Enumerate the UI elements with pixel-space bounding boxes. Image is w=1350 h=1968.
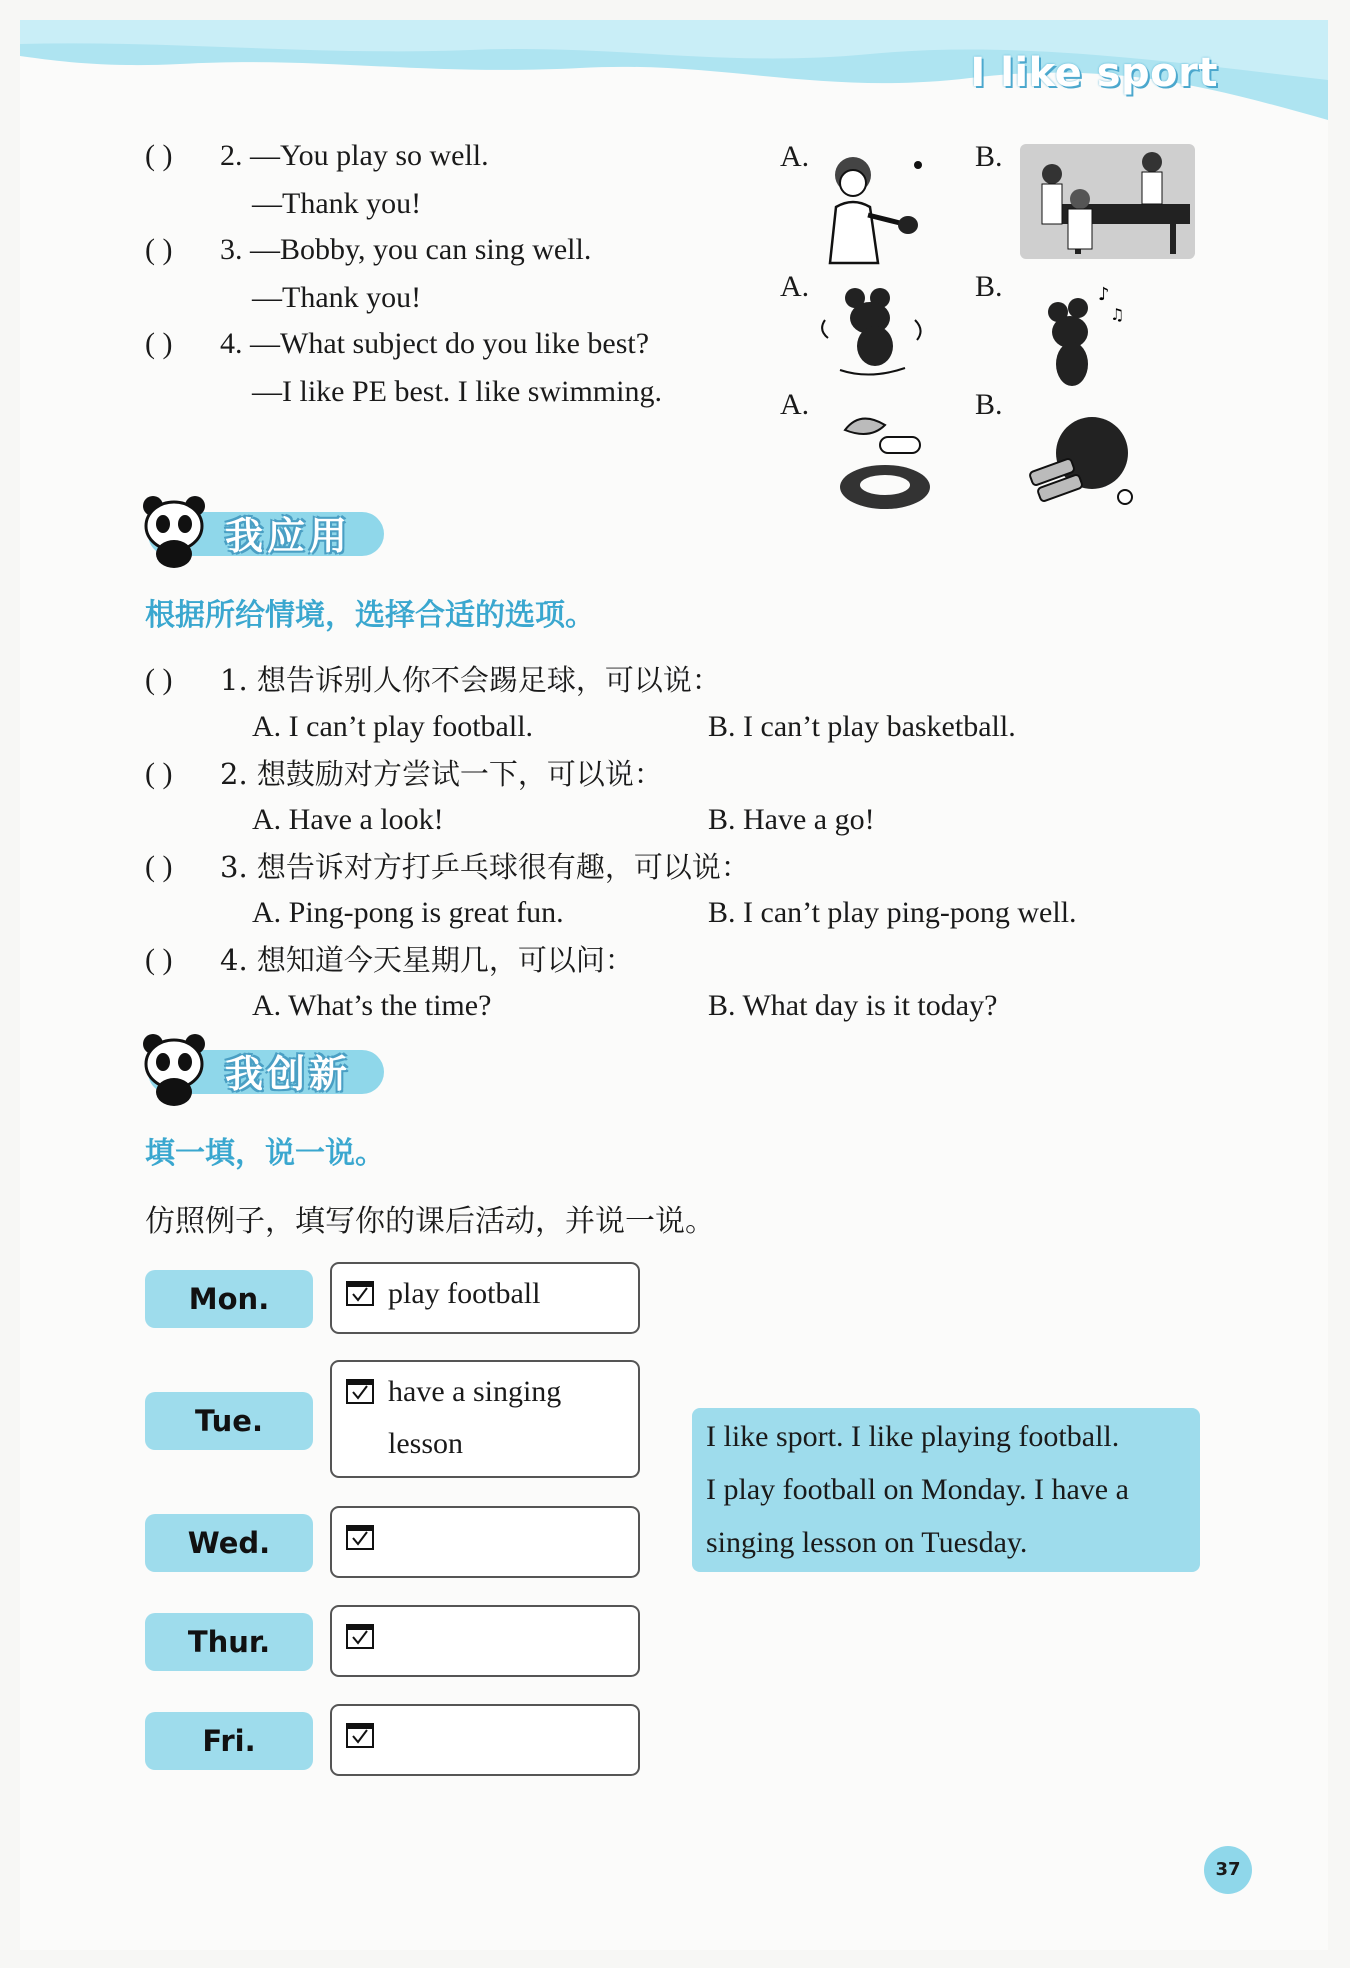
example-line: singing lesson on Tuesday. <box>706 1526 1028 1559</box>
panda-icon <box>135 1030 215 1108</box>
activity-box-fri[interactable] <box>330 1704 640 1776</box>
option-a: A. What’s the time? <box>252 989 492 1022</box>
instruction-sub: 仿照例子，填写你的课后活动，并说一说。 <box>145 1204 715 1239</box>
option-b: B. Have a go! <box>708 803 875 836</box>
svg-text:♫: ♫ <box>1110 305 1125 324</box>
day-label-fri: Fri. <box>145 1712 313 1770</box>
answer-paren[interactable]: ( ) <box>145 943 173 976</box>
mouse-singing-icon <box>1030 280 1130 390</box>
page <box>20 20 1328 1950</box>
activity-box-thur[interactable] <box>330 1605 640 1677</box>
example-line: I like sport. I like playing football. <box>706 1420 1120 1453</box>
prompt: 2. 想鼓励对方尝试一下，可以说： <box>220 757 663 791</box>
option-b-label: B. <box>975 140 1003 173</box>
calendar-check-icon <box>346 1522 374 1550</box>
question-line: 3. —Bobby, you can sing well. <box>220 233 592 266</box>
ping-pong-paddles-icon <box>1020 415 1140 515</box>
question-line: —Thank you! <box>252 281 422 314</box>
option-b-label: B. <box>975 270 1003 303</box>
prompt: 3. 想告诉对方打乒乓球很有趣，可以说： <box>220 850 750 884</box>
unit-title: I like sport <box>970 50 1218 96</box>
option-a-label: A. <box>780 388 810 421</box>
activity-box-tue[interactable] <box>330 1360 640 1478</box>
option-a-label: A. <box>780 140 810 173</box>
question-line: —I like PE best. I like swimming. <box>252 375 662 408</box>
calendar-check-icon <box>346 1278 374 1306</box>
day-label-wed: Wed. <box>145 1514 313 1572</box>
section-title-apply: 我应用 <box>225 514 352 558</box>
instruction-create: 填一填，说一说。 <box>145 1136 385 1171</box>
answer-paren[interactable]: ( ) <box>145 850 173 883</box>
section-title-create: 我创新 <box>225 1052 352 1096</box>
activity-box-wed[interactable] <box>330 1506 640 1578</box>
mouse-dancing-icon <box>820 280 930 380</box>
prompt: 4. 想知道今天星期几，可以问： <box>220 943 634 977</box>
day-label-thur: Thur. <box>145 1613 313 1671</box>
example-box <box>692 1408 1200 1572</box>
answer-paren[interactable]: ( ) <box>145 233 173 266</box>
answer-paren[interactable]: ( ) <box>145 327 173 360</box>
option-b: B. What day is it today? <box>708 989 998 1022</box>
answer-paren[interactable]: ( ) <box>145 757 173 790</box>
activity-text: play football <box>388 1277 541 1310</box>
boy-playing-ping-pong-icon <box>808 145 928 265</box>
calendar-check-icon <box>346 1621 374 1649</box>
option-a-label: A. <box>780 270 810 303</box>
option-a: A. Have a look! <box>252 803 444 836</box>
calendar-check-icon <box>346 1720 374 1748</box>
example-line: I play football on Monday. I have a <box>706 1473 1129 1506</box>
prompt: 1. 想告诉别人你不会踢足球，可以说： <box>220 663 721 697</box>
option-b: B. I can’t play ping-pong well. <box>708 896 1077 929</box>
svg-text:♪: ♪ <box>1098 284 1110 305</box>
question-line: —Thank you! <box>252 187 422 220</box>
option-b: B. I can’t play basketball. <box>708 710 1016 743</box>
page-number: 37 <box>1204 1846 1252 1894</box>
answer-paren[interactable]: ( ) <box>145 663 173 696</box>
option-a: A. Ping-pong is great fun. <box>252 896 564 929</box>
day-label-mon: Mon. <box>145 1270 313 1328</box>
activity-text: lesson <box>388 1427 463 1460</box>
swim-cap-goggles-ring-icon <box>830 405 940 515</box>
panda-icon <box>135 492 215 570</box>
instruction-apply: 根据所给情境，选择合适的选项。 <box>145 598 595 633</box>
question-line: 4. —What subject do you like best? <box>220 327 650 360</box>
option-b-label: B. <box>975 388 1003 421</box>
option-a: A. I can’t play football. <box>252 710 534 743</box>
day-label-tue: Tue. <box>145 1392 313 1450</box>
question-line: 2. —You play so well. <box>220 139 489 172</box>
people-at-ping-pong-table-icon <box>1020 144 1195 259</box>
activity-box-mon[interactable] <box>330 1262 640 1334</box>
activity-text: have a singing <box>388 1375 562 1408</box>
answer-paren[interactable]: ( ) <box>145 139 173 172</box>
calendar-check-icon <box>346 1376 374 1404</box>
